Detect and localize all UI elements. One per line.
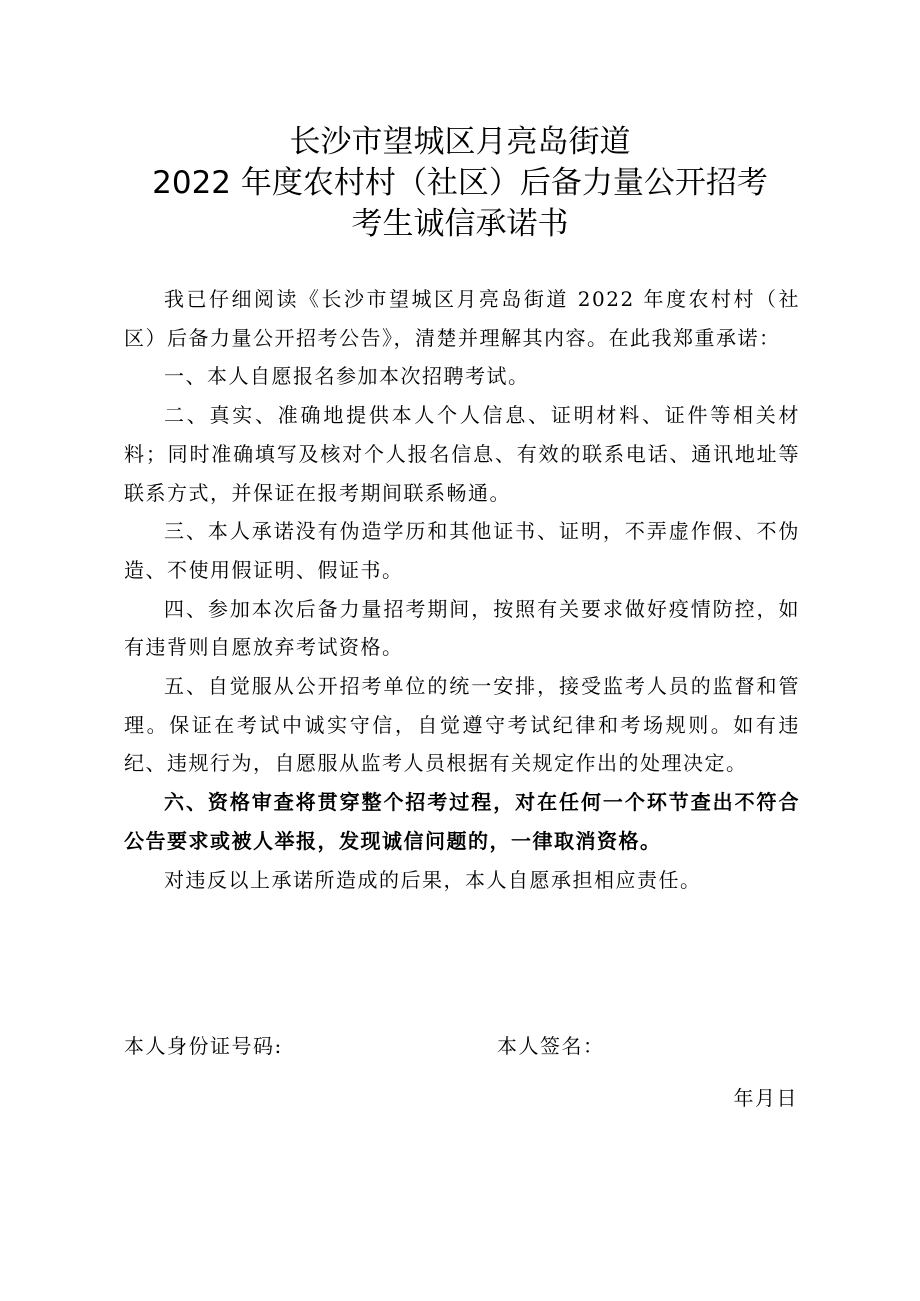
commitment-item-2: 二、真实、准确地提供本人个人信息、证明材料、证件等相关材料；同时准确填写及核对个人报名信息、有效的联系电话、通讯地址等联系方式，并保证在报考期间联系畅通。	[124, 403, 800, 505]
document-body	[124, 280, 800, 899]
title-line-3: 考生诚信承诺书	[351, 206, 569, 242]
title-line-1: 长沙市望城区月亮岛街道	[289, 124, 631, 160]
id-number-label: 本人身份证号码:	[124, 1034, 283, 1058]
document-title	[0, 122, 920, 245]
closing-paragraph: 对违反以上承诺所造成的后果，本人自愿承担相应责任。	[164, 867, 702, 892]
commitment-item-1: 一、本人自愿报名参加本次招聘考试。	[164, 364, 530, 389]
commitment-item-5: 五、自觉服从公开招考单位的统一安排，接受监考人员的监督和管理。保证在考试中诚实守信，自觉遵守考试纪律和考场规则。如有违纪、违规行为，自愿服从监考人员根据有关规定作出的处理决定。	[124, 674, 800, 776]
intro-paragraph: 我已仔细阅读《长沙市望城区月亮岛街道 2022 年度农村村（社区）后备力量公开招考公告》，清楚并理解其内容。在此我郑重承诺：	[124, 287, 800, 350]
commitment-item-4: 四、参加本次后备力量招考期间，按照有关要求做好疫情防控，如有违背则自愿放弃考试资格。	[124, 596, 800, 660]
commitment-item-3: 三、本人承诺没有伪造学历和其他证书、证明，不弄虚作假、不伪造、不使用假证明、假证书。	[124, 519, 800, 582]
commitment-item-6: 六、资格审查将贯穿整个招考过程，对在任何一个环节查出不符合公告要求或被人举报，发现诚信问题的，一律取消资格。	[124, 790, 800, 853]
title-line-2: 2022 年度农村村（社区）后备力量公开招考	[152, 165, 768, 201]
signature-label: 本人签名：	[497, 1034, 605, 1058]
date-label: 年月日	[733, 1086, 798, 1110]
